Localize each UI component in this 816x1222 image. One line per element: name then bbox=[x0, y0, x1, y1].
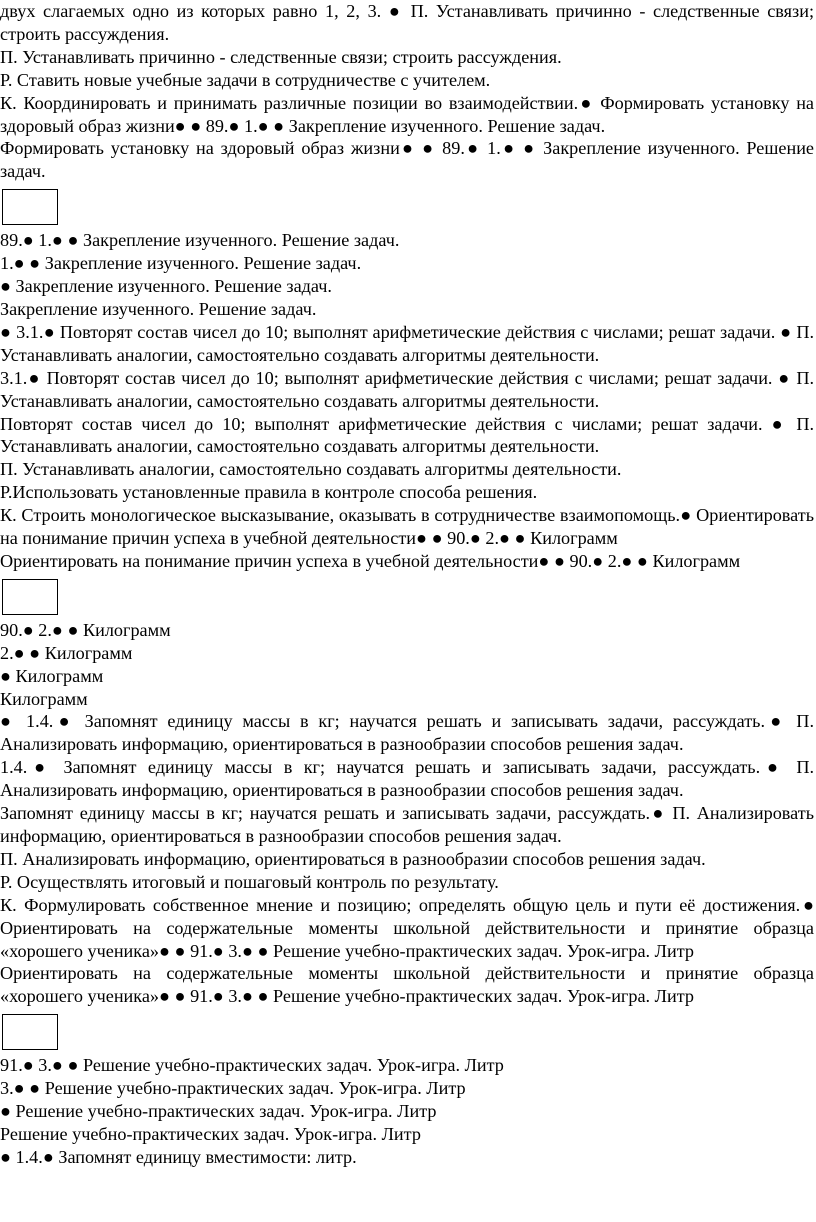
text-paragraph: ● 3.1.● Повторят состав чисел до 10; выполнят арифметические действия с числами; решат задачи. ● П. Устанавливать аналогии, самостоятельно создавать алгоритмы деятельности. bbox=[0, 321, 814, 365]
text-paragraph: К. Координировать и принимать различные позиции во взаимодействии.● Формировать установку на здоровый образ жизни● ● 89.● 1.● ● Закрепление изученного. Решение задач. bbox=[0, 92, 814, 136]
text-paragraph: ● Закрепление изученного. Решение задач. bbox=[0, 276, 332, 297]
text-paragraph: 1.4.● Запомнят единицу массы в кг; научатся решать и записывать задачи, рассуждать.● П. Анализировать информацию, ориентироваться в разнообразии способов решения задач. bbox=[0, 757, 814, 801]
text-paragraph: 2.● ● Килограмм bbox=[0, 642, 133, 663]
text-paragraph: К. Формулировать собственное мнение и позицию; определять общую цель и пути её достижения.● Ориентировать на содержательные моменты школьной действительности и принятие образца «хорошего ученика»● ● 91.● 3.● ● Решение учебно-практических задач. Урок-игра. Литр bbox=[0, 894, 814, 961]
text-paragraph: П. Устанавливать причинно - следственные связи; строить рассуждения. bbox=[0, 46, 562, 67]
text-paragraph: 90.● 2.● ● Килограмм bbox=[0, 619, 171, 640]
text-paragraph: К. Строить монологическое высказывание, оказывать в сотрудничестве взаимопомощь.● Ориентировать на понимание причин успеха в учебной деятельности● ● 90.● 2.● ● Килограмм bbox=[0, 505, 814, 549]
text-paragraph: Формировать установку на здоровый образ жизни● ● 89.● 1.● ● Закрепление изученного. Решение задач. bbox=[0, 138, 814, 182]
text-paragraph: Ориентировать на содержательные моменты школьной действительности и принятие образца «хорошего ученика»● ● 91.● 3.● ● Решение учебно-практических задач. Урок-игра. Литр bbox=[0, 963, 814, 1007]
text-paragraph: ● Килограмм bbox=[0, 665, 104, 686]
text-paragraph: Р. Ставить новые учебные задачи в сотрудничестве с учителем. bbox=[0, 69, 491, 90]
empty-table-cell bbox=[2, 189, 58, 225]
text-paragraph: ● 1.4.● Запомнят единицу вместимости: литр. bbox=[0, 1146, 357, 1167]
text-paragraph: ● Решение учебно-практических задач. Урок-игра. Литр bbox=[0, 1101, 437, 1122]
text-paragraph: Р.Использовать установленные правила в контроле способа решения. bbox=[0, 482, 538, 503]
text-paragraph: 3.1.● Повторят состав чисел до 10; выполнят арифметические действия с числами; решат задачи. ● П. Устанавливать аналогии, самостоятельно создавать алгоритмы деятельности. bbox=[0, 367, 814, 411]
text-paragraph: П. Анализировать информацию, ориентироваться в разнообразии способов решения задач. bbox=[0, 848, 706, 869]
text-paragraph: П. Устанавливать аналогии, самостоятельно создавать алгоритмы деятельности. bbox=[0, 459, 622, 480]
text-paragraph: Решение учебно-практических задач. Урок-игра. Литр bbox=[0, 1123, 421, 1144]
empty-table-cell bbox=[2, 579, 58, 615]
text-paragraph: 89.● 1.● ● Закрепление изученного. Решение задач. bbox=[0, 230, 400, 251]
text-paragraph: Закрепление изученного. Решение задач. bbox=[0, 298, 317, 319]
text-paragraph: Повторят состав чисел до 10; выполнят арифметические действия с числами; решат задачи. ● П. Устанавливать аналогии, самостоятельно создавать алгоритмы деятельности. bbox=[0, 413, 814, 457]
text-paragraph: ● 1.4.● Запомнят единицу массы в кг; научатся решать и записывать задачи, рассуждать.● П. Анализировать информацию, ориентироваться в разнообразии способов решения задач. bbox=[0, 711, 814, 755]
text-paragraph: Ориентировать на понимание причин успеха в учебной деятельности● ● 90.● 2.● ● Килограмм bbox=[0, 550, 741, 571]
text-paragraph: 91.● 3.● ● Решение учебно-практических задач. Урок-игра. Литр bbox=[0, 1055, 504, 1076]
text-paragraph: двух слагаемых одно из которых равно 1, 2, 3. ● П. Устанавливать причинно - следственные связи; строить рассуждения. bbox=[0, 1, 814, 44]
text-paragraph: Р. Осуществлять итоговый и пошаговый контроль по результату. bbox=[0, 871, 499, 892]
empty-table-cell bbox=[2, 1014, 58, 1050]
text-paragraph: Килограмм bbox=[0, 688, 88, 709]
text-paragraph: 1.● ● Закрепление изученного. Решение задач. bbox=[0, 253, 362, 274]
text-paragraph: Запомнят единицу массы в кг; научатся решать и записывать задачи, рассуждать.● П. Анализировать информацию, ориентироваться в разнообразии способов решения задач. bbox=[0, 803, 814, 846]
text-paragraph: 3.● ● Решение учебно-практических задач. Урок-игра. Литр bbox=[0, 1078, 466, 1099]
